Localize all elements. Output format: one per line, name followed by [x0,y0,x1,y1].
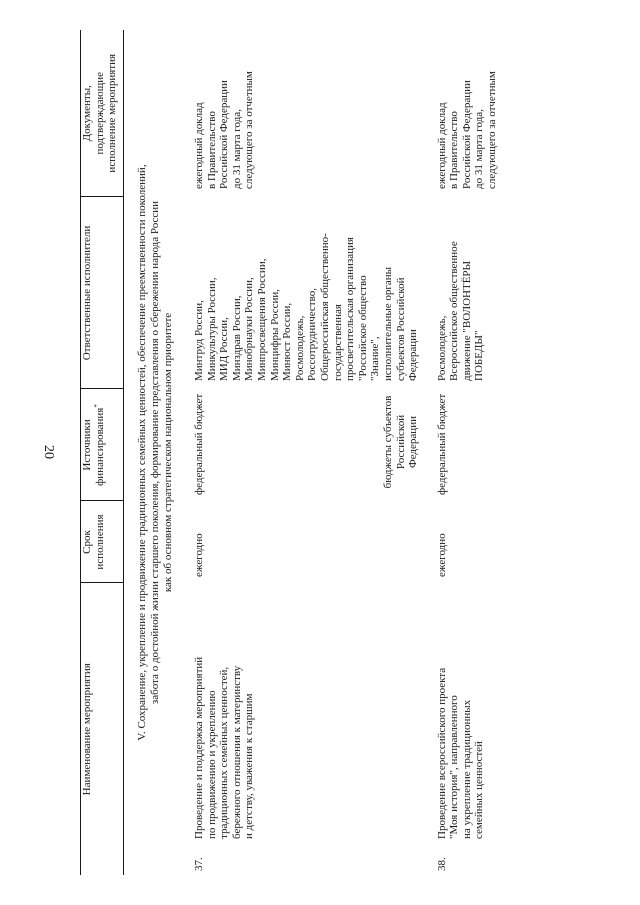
executors-list [430,197,499,389]
funding-regional-line: бюджеты субъектов [381,395,394,489]
table-row [187,30,382,875]
executor-item: Минпросвещения России, [255,258,268,381]
section-line-1: V. Сохранение, укрепление и продвижение традиционных семейных ценностей, обеспечение преемственности поколений, [136,164,148,741]
executor-item: Россотрудничество, [306,288,319,381]
empty-cell [382,853,430,875]
rotated-table-sheet [80,30,600,875]
empty-cell [382,30,430,197]
executor-item: движение "ВОЛОНТЁРЫ [460,260,473,381]
executor-item: Росмолодежь, [435,315,448,381]
header-documents-line-3: исполнение мероприятия [106,53,119,173]
executor-item: государственная [331,304,344,381]
executor-item: Росмолодежь, [293,315,306,381]
header-term [81,501,124,583]
funding-value: федеральный бюджет [193,393,205,495]
executor-regional-line: субъектов Российской [394,277,407,381]
document-line: Российской Федерации [218,80,231,189]
funding-regional [382,389,430,501]
executor-regional-line: исполнительные органы [381,266,394,381]
header-documents-line-2: подтверждающие [93,71,106,155]
header-funding-line-2 [94,390,107,501]
header-funding-footnote: * [92,404,101,408]
executor-item: Минцифры России, [268,288,281,381]
funding-value: федеральный бюджет [435,393,448,495]
measure-name-line: Проведение всероссийского проекта [435,667,448,839]
section-line-3: как об основном стратегическом национальном приоритете [162,312,174,593]
executor-item: Общероссийская общественно- [318,233,331,381]
empty-cell [382,501,430,583]
executor-item: МИД России, [218,317,231,381]
measure-name-line: Проведение и поддержка мероприятий [193,656,205,839]
document-line: до 31 марта года, [230,109,243,189]
measure-name [187,583,382,853]
executor-item: Минобрнауки России, [243,277,256,381]
header-documents-line-1: Документы, [81,85,93,142]
header-documents [81,30,124,197]
executor-item: Всероссийское общественное [448,241,461,381]
section-line-2: забота о достойной жизни старшего поколения, формирование представления о сбережении народа России [149,200,161,705]
header-term-line-1: Срок [81,530,93,554]
header-funding [81,389,124,501]
executor-item: Минкультуры России, [205,277,218,381]
document-line: ежегодный доклад [193,102,205,189]
measure-name-line: бережного отношения к материнству [230,665,243,839]
measures-table [80,30,499,875]
measure-name-line: семейных ценностей [473,741,486,839]
table-header-row [81,30,124,875]
measure-name-line: "Моя история", направленного [448,695,461,839]
row-number: 38. [435,857,448,871]
document-line: следующего за отчетным [486,71,499,189]
empty-cell [382,583,430,853]
header-funding-text: финансирования [93,407,106,486]
measure-name-line: и детству, уважения к старшим [243,693,256,839]
term-value: ежегодно [435,533,448,577]
executor-item: Минюст России, [281,302,294,381]
document-line: в Правительство [205,111,218,189]
header-name: Наименование мероприятия [81,583,124,875]
table-row [430,30,499,875]
executor-item: просветительская организация [344,237,357,381]
executor-item: ПОБЕДЫ" [473,330,486,381]
header-executors: Ответственные исполнители [81,197,124,389]
document-line: Российской Федерации [460,80,473,189]
measure-name [430,583,499,853]
executor-item: "Российское общество [356,275,369,381]
header-term-line-2: исполнения [93,514,106,570]
executor-item: Минздрав России, [230,295,243,381]
section-row [124,30,188,875]
funding-regional-line: Российской [394,414,407,470]
measure-name-line: на укрепление традиционных [460,699,473,839]
documents-value [430,30,499,197]
header-funding-line-1: Источники [81,419,93,471]
measure-name-line: по продвижению и укреплению [205,690,218,839]
executors-regional [382,197,430,389]
row-number: 37. [193,857,205,871]
document-line: в Правительство [448,111,461,189]
measure-name-line: традиционных семейных ценностей, [218,666,231,839]
funding-regional-line: Федерации [407,416,420,468]
table-row-continuation [382,30,430,875]
term-value: ежегодно [193,533,205,577]
document-line: следующего за отчетным [243,71,256,189]
documents-value [187,30,382,197]
executor-item: Минтруд России, [193,300,205,381]
page-number: 20 [41,445,56,459]
executor-item: "Знание", [369,336,382,381]
document-line: ежегодный доклад [435,102,448,189]
section-heading [124,30,188,875]
executors-list [187,197,382,389]
document-line: до 31 марта года, [473,109,486,189]
executor-regional-line: Федерации [407,329,420,381]
